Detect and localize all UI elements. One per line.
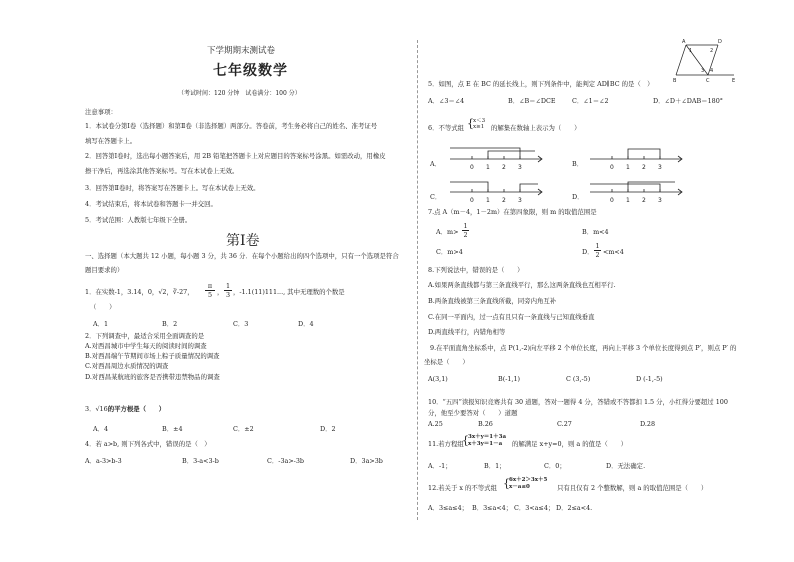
q11-option-a: A．-1； — [428, 462, 452, 470]
q9-stem-b: 坐标是（ ） — [424, 358, 469, 366]
q3-option-c: C．±2 — [233, 425, 254, 433]
tick-label: 0 — [610, 164, 614, 171]
tick-label: 3 — [658, 197, 662, 204]
q7-option-d-b: <m<4 — [603, 248, 624, 256]
q6-numberline-b — [590, 145, 690, 173]
q11-option-c: C．0； — [544, 462, 566, 470]
q9-stem-a: 9.在平面直角坐标系中，点 P(1,-2)向左平移 2 个单位长度，再向上平移 3 个单位长度得到点 P′，则点 P′ 的 — [430, 344, 737, 352]
q6-option-d: D． — [572, 193, 584, 201]
tick-label: 1 — [486, 197, 490, 204]
section-intro: 一、选择题（本大题共 12 小题，每小题 3 分，共 36 分．在每个小题给出的四个选项中，只有一个选项是符合 — [85, 252, 399, 260]
q1-stem-b: ，-1.1(11)111..., 其中无理数的个数是 — [233, 288, 345, 296]
q10-option-b: B.26 — [478, 420, 493, 428]
tick-label: 1 — [626, 197, 630, 204]
q6-option-c: C． — [430, 193, 442, 201]
q8-option-c: C.在同一平面内，过一点有且只有一条直线与已知直线垂直 — [428, 313, 595, 321]
q1-frac-pi: π 5 — [205, 282, 215, 299]
q7-option-a: A．m> — [436, 228, 459, 236]
q11-stem-b: 的解满足 x+y=0，则 a 的值是（ ） — [512, 440, 627, 448]
fig-label: D — [718, 39, 722, 45]
note-line: 1．本试卷分第Ⅰ卷（选择题）和第Ⅱ卷（非选择题）两部分。答卷前，考生务必将自己的姓名、准考证号 — [85, 122, 378, 130]
tick-label: 3 — [658, 164, 662, 171]
q6-stem-a: 6．不等式组 — [428, 124, 465, 132]
q6-numberline-d — [590, 178, 690, 206]
q1-paren: （ ） — [90, 303, 116, 311]
q4-option-d: D．3a>3b — [350, 457, 383, 465]
q5-parallelogram-figure — [672, 38, 742, 88]
q10-stem-a: 10．“五四”读报知识竞赛共有 30 道题，答对一题得 4 分，答错或不答都扣 1.5 分，小红得分要超过 100 — [428, 398, 728, 406]
note-line: 4．考试结束后，将本试卷和答题卡一并交回。 — [85, 200, 217, 208]
tick-label: 2 — [502, 164, 506, 171]
fig-label: E — [732, 78, 736, 84]
q7-option-d: D． — [582, 248, 594, 256]
q12-system: 6x＋2＞3x＋5 x－a≤0 — [509, 477, 548, 490]
q11-brace: { — [462, 434, 469, 447]
q5-option-c: C．∠1＝∠2 — [572, 97, 609, 105]
fig-label: 1 — [689, 48, 693, 54]
q8-stem: 8.下列说法中，错误的是（ ） — [428, 266, 524, 274]
note-line: 擦干净后，再选涂其他答案标号。写在本试卷上无效。 — [85, 167, 239, 175]
q2-stem: 2．下列调查中，最适合采用全面调查的是 — [85, 332, 205, 340]
q4-option-c: C．-3a>-3b — [267, 457, 304, 465]
q6-stem-b: 的解集在数轴上表示为（ ） — [491, 124, 581, 132]
q1-sep: ， — [217, 288, 224, 296]
q6-numberline-c — [450, 178, 550, 206]
q3-option-d: D．2 — [320, 425, 336, 433]
fig-label: 3 — [701, 68, 705, 74]
q12-option-c: C．3<a≤4； — [514, 504, 555, 512]
q2-option-d: D.对西昌某航班的旅客是否携带违禁物品的调查 — [85, 373, 220, 381]
fig-label: C — [706, 78, 710, 84]
column-divider — [417, 40, 418, 520]
q12-stem-a: 12.若关于 x 的不等式组 — [428, 484, 497, 492]
q4-option-b: B．3-a<3-b — [182, 457, 219, 465]
q7-option-c: C．m>4 — [436, 248, 463, 256]
q6-system: x＜3 x≥1 — [473, 118, 486, 130]
note-line: 填写在答题卡上。 — [85, 137, 137, 145]
q9-option-d: D (-1,-5) — [636, 375, 663, 383]
q11-system: 3x＋y＝1＋3a x＋3y＝1－a — [468, 434, 507, 447]
note-line: 2．回答第Ⅰ卷时，选出每小题答案后，用 2B 铅笔把答题卡上对应题目的答案标号涂黑。如需改动，用橡皮 — [85, 152, 386, 160]
q4-stem: 4．若 a>b, 则下列各式中，错误的是（ ） — [85, 440, 211, 448]
q9-option-a: A(3,1) — [428, 375, 448, 383]
q10-option-c: C.27 — [557, 420, 572, 428]
q1-option-c: C．3 — [233, 320, 249, 328]
q8-option-b: B.两条直线被第三条直线所截，同旁内角互补 — [428, 297, 557, 305]
tick-label: 3 — [518, 197, 522, 204]
q6-numberline-a — [450, 145, 550, 173]
q5-stem: 5．如图，点 E 在 BC 的延长线上，则下列条件中，能判定 AD∥BC 的是（ ） — [428, 80, 654, 88]
note-line: 5．考试范围：人教版七年级下全册。 — [85, 216, 192, 224]
q12-brace: { — [503, 477, 510, 490]
q12-option-d: D．2≤a<4. — [556, 504, 593, 512]
q3-stem: 3．√16的平方根是（ ） — [85, 405, 166, 413]
section-intro: 题目要求的） — [85, 266, 124, 274]
tick-label: 1 — [626, 164, 630, 171]
q6-option-a: A． — [430, 160, 442, 168]
exam-subtitle: 七年级数学 — [213, 63, 288, 79]
q3-option-a: A．4 — [93, 425, 109, 433]
q12-option-a: A．3≤a≤4； — [428, 504, 469, 512]
q5-option-b: B．∠B＝∠DCE — [508, 97, 556, 105]
q9-option-c: C (3,-5) — [566, 375, 591, 383]
notes-heading: 注意事项： — [85, 108, 117, 116]
tick-label: 2 — [642, 197, 646, 204]
q10-option-a: A.25 — [428, 420, 443, 428]
q11-option-d: D．无法确定. — [606, 462, 646, 470]
q1-stem: 1．在实数-1，3.14，0，√2，∛-27， — [85, 288, 194, 296]
q1-option-d: D．4 — [298, 320, 314, 328]
q10-stem-b: 分，他至少要答对（ ）道题 — [428, 409, 518, 417]
q7-option-b: B．m<4 — [582, 228, 609, 236]
q2-option-c: C.对西昌周边水质情况的调查 — [85, 362, 169, 370]
tick-label: 2 — [502, 197, 506, 204]
note-line: 3．回答第Ⅱ卷时，将答案写在答题卡上。写在本试卷上无效。 — [85, 184, 260, 192]
tick-label: 0 — [610, 197, 614, 204]
q7-half-d: 1 2 — [595, 242, 600, 259]
tick-label: 0 — [470, 164, 474, 171]
q1-option-a: A．1 — [93, 320, 109, 328]
q2-option-b: B.对西昌端午节期间市场上粽子质量情况的调查 — [85, 352, 220, 360]
exam-info: （考试时间：120 分钟 试卷满分：100 分） — [178, 90, 301, 97]
q2-option-a: A.对西昌城市中学生每天的阅读时间的调查 — [85, 342, 207, 350]
q1-option-b: B．2 — [162, 320, 178, 328]
q11-stem-a: 11.若方程组 — [428, 440, 464, 448]
q10-option-d: D.28 — [640, 420, 656, 428]
tick-label: 1 — [486, 164, 490, 171]
tick-label: 2 — [642, 164, 646, 171]
q8-option-a: A.如果两条直线都与第三条直线平行，那么这两条直线也互相平行. — [428, 281, 616, 289]
tick-label: 3 — [518, 164, 522, 171]
q5-option-d: D．∠D＋∠DAB＝180° — [653, 97, 723, 105]
fig-label: B — [673, 78, 677, 84]
tick-label: 0 — [470, 197, 474, 204]
q7-stem: 7.点 A（m－4，1－2m）在第四象限，则 m 的取值范围是 — [428, 208, 597, 216]
fig-label: A — [682, 39, 686, 45]
q12-stem-b: 只有且仅有 2 个整数解，则 a 的取值范围是（ ） — [557, 484, 708, 492]
exam-title: 下学期期末测试卷 — [207, 46, 276, 56]
fig-label: 4 — [710, 68, 714, 74]
q6-brace: { — [467, 117, 474, 130]
fig-label: 2 — [710, 48, 714, 54]
q11-option-b: B．1； — [484, 462, 506, 470]
q5-option-a: A．∠3＝∠4 — [428, 97, 465, 105]
q8-option-d: D.两直线平行，内错角相等 — [428, 328, 506, 336]
q1-frac-third: 1 3 — [225, 282, 231, 299]
q12-option-b: B．3≤a<4； — [472, 504, 513, 512]
q7-half-a: 1 2 — [463, 222, 468, 239]
section-title: 第Ⅰ卷 — [226, 233, 260, 249]
q6-option-b: B． — [572, 160, 584, 168]
q9-option-b: B(-1,1) — [498, 375, 521, 383]
q3-option-b: B．±4 — [162, 425, 183, 433]
q4-option-a: A．a-3>b-3 — [85, 457, 122, 465]
